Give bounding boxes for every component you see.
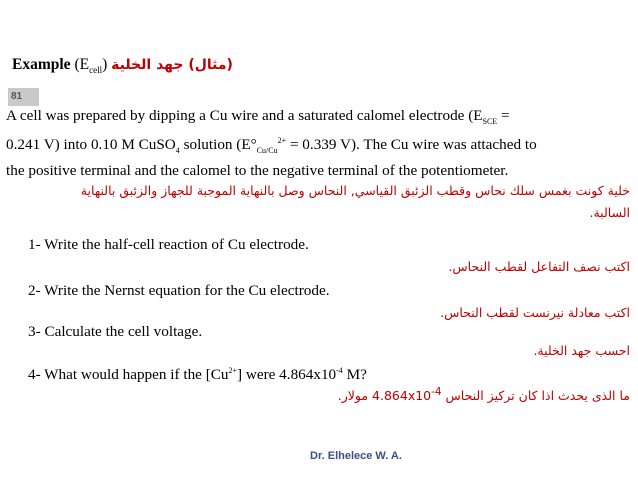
title-paren-open: (E bbox=[70, 56, 90, 73]
question-4-arabic-unit: مولار. bbox=[337, 388, 373, 404]
sce-subscript: SCE bbox=[482, 117, 498, 127]
cu-couple-subscript: Cu/Cu bbox=[256, 146, 278, 156]
title-subscript: cell bbox=[89, 65, 103, 76]
problem-line-1 bbox=[6, 107, 510, 126]
problem-line-2-text: 0.241 V) into 0.10 M CuSO bbox=[6, 136, 176, 154]
question-4-arabic-text: ما الذى يحدث اذا كان تركيز النحاس bbox=[441, 388, 630, 404]
question-2: 2- Write the Nernst equation for the Cu electrode. bbox=[28, 282, 330, 299]
question-4-text: 4- What would happen if the [Cu bbox=[28, 366, 229, 384]
question-4-arabic-exponent: -4 bbox=[431, 386, 442, 398]
cu-charge-superscript: 2+ bbox=[277, 136, 287, 145]
footer-author: Dr. Elhelece W. A. bbox=[310, 450, 402, 462]
problem-line-1-text: A cell was prepared by dipping a Cu wire and a saturated calomel electrode (E bbox=[6, 107, 483, 124]
problem-arabic-2: السالبة. bbox=[589, 205, 630, 220]
question-1: 1- Write the half-cell reaction of Cu electrode. bbox=[28, 236, 309, 253]
problem-line-2-mid: solution (E° bbox=[179, 136, 257, 154]
problem-line-2-end: = 0.339 V). The Cu wire was attached to bbox=[286, 136, 537, 154]
page-number: 81 bbox=[8, 88, 39, 106]
title-word: Example bbox=[12, 56, 71, 73]
problem-line-1-end: = bbox=[497, 107, 510, 124]
question-4-end: M? bbox=[342, 366, 367, 384]
slide-title bbox=[12, 56, 233, 75]
problem-line-2 bbox=[6, 136, 537, 155]
cuso4-subscript: 4 bbox=[175, 146, 180, 156]
question-1-arabic: اكتب نصف التفاعل لقطب النحاس. bbox=[448, 259, 630, 274]
question-3-arabic: احسب جهد الخلية. bbox=[533, 343, 630, 358]
cu-charge-superscript-q4: 2+ bbox=[228, 366, 238, 375]
question-2-arabic: اكتب معادلة نيرنست لقطب النحاس. bbox=[440, 305, 630, 320]
question-4-arabic bbox=[338, 386, 630, 403]
exponent-superscript: -4 bbox=[336, 366, 343, 375]
question-4-mid: ] were 4.864x10 bbox=[237, 366, 337, 384]
question-3: 3- Calculate the cell voltage. bbox=[28, 323, 203, 340]
question-4 bbox=[28, 366, 367, 384]
question-4-arabic-number: 4.864x10 bbox=[372, 388, 432, 404]
title-paren-close: ) bbox=[102, 56, 112, 73]
problem-arabic-1: خلية كونت بغمس سلك نحاس وقطب الزئبق القياسي, النحاس وصل بالنهاية الموجبة للجهاز والزئبق بالنهاية bbox=[80, 183, 630, 198]
problem-line-3: the positive terminal and the calomel to the negative terminal of the potentiometer. bbox=[6, 162, 509, 179]
title-arabic: (مثال) جهد الخلية bbox=[111, 57, 233, 73]
